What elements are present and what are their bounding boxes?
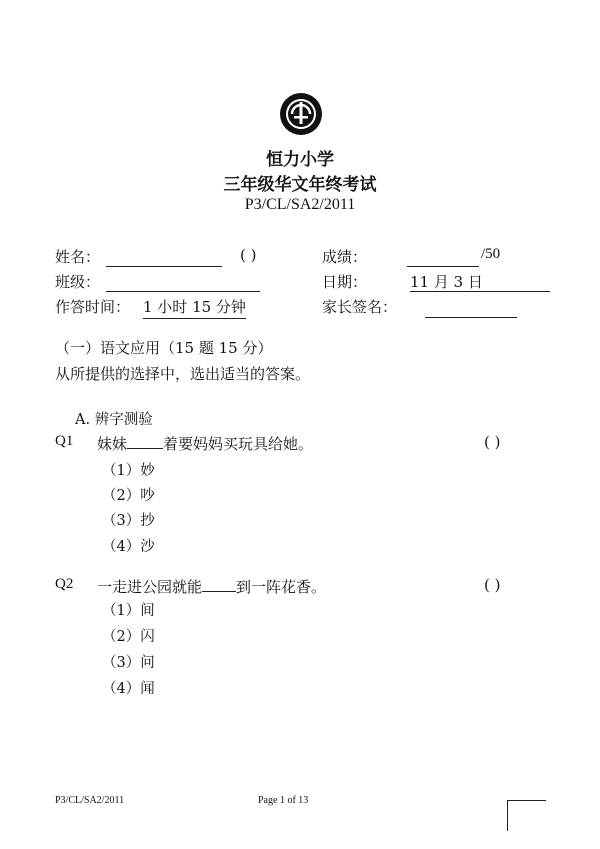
q2-option-3[interactable]: （3）问 — [102, 655, 155, 671]
score-label: 成绩： — [322, 248, 368, 266]
score-field[interactable] — [407, 266, 479, 267]
school-name: 恒力小学 — [266, 150, 334, 170]
q1-number: Q1 — [55, 433, 74, 449]
date-value: 11 月 3 日 — [410, 273, 483, 291]
class-field[interactable] — [106, 291, 260, 292]
q1-option-4[interactable]: （4）沙 — [102, 539, 155, 555]
q2-answer-field[interactable]: ( ) — [484, 576, 501, 594]
q1-text-before: 妹妹 — [97, 435, 128, 453]
q2-text-before: 一走进公园就能 — [97, 578, 203, 596]
score-total: /50 — [481, 246, 501, 262]
exam-code: P3/CL/SA2/2011 — [244, 196, 356, 213]
section-instruction: 从所提供的选择中，选出适当的答案。 — [55, 365, 311, 383]
q1-option-1[interactable]: （1）妙 — [102, 463, 155, 479]
q2-option-4[interactable]: （4）闻 — [102, 681, 155, 697]
q1-option-3[interactable]: （3）抄 — [102, 513, 155, 529]
section-title: （一）语文应用（15 题 15 分） — [55, 339, 273, 357]
class-label: 班级： — [55, 273, 101, 291]
footer-page-number: Page 1 of 13 — [258, 795, 309, 806]
time-value: 1 小时 15 分钟 — [143, 296, 246, 319]
q2-text — [97, 576, 326, 597]
q1-text-after: 着要妈妈买玩具给她。 — [163, 435, 314, 453]
q2-text-after: 到一阵花香。 — [236, 578, 327, 596]
q1-blank — [127, 448, 163, 449]
class-number-field[interactable]: ( ) — [240, 246, 257, 264]
corner-mark — [507, 800, 546, 831]
q1-option-2[interactable]: （2）吵 — [102, 488, 155, 504]
date-underline — [410, 291, 550, 292]
q2-blank — [202, 591, 236, 592]
name-field[interactable] — [106, 266, 222, 267]
school-logo — [279, 92, 323, 136]
q2-option-2[interactable]: （2）闪 — [102, 629, 155, 645]
parent-signature-label: 家长签名： — [322, 298, 398, 316]
time-label: 作答时间： — [55, 298, 131, 316]
q1-answer-field[interactable]: ( ) — [484, 433, 501, 451]
exam-title: 三年级华文年终考试 — [223, 175, 377, 195]
footer-code: P3/CL/SA2/2011 — [55, 795, 125, 806]
part-label: A. 辨字测验 — [75, 412, 153, 428]
name-label: 姓名： — [55, 248, 101, 266]
date-label: 日期： — [322, 273, 368, 291]
q2-number: Q2 — [55, 576, 74, 592]
q1-text — [97, 433, 313, 454]
q2-option-1[interactable]: （1）间 — [102, 603, 155, 619]
parent-signature-field[interactable] — [425, 317, 517, 318]
